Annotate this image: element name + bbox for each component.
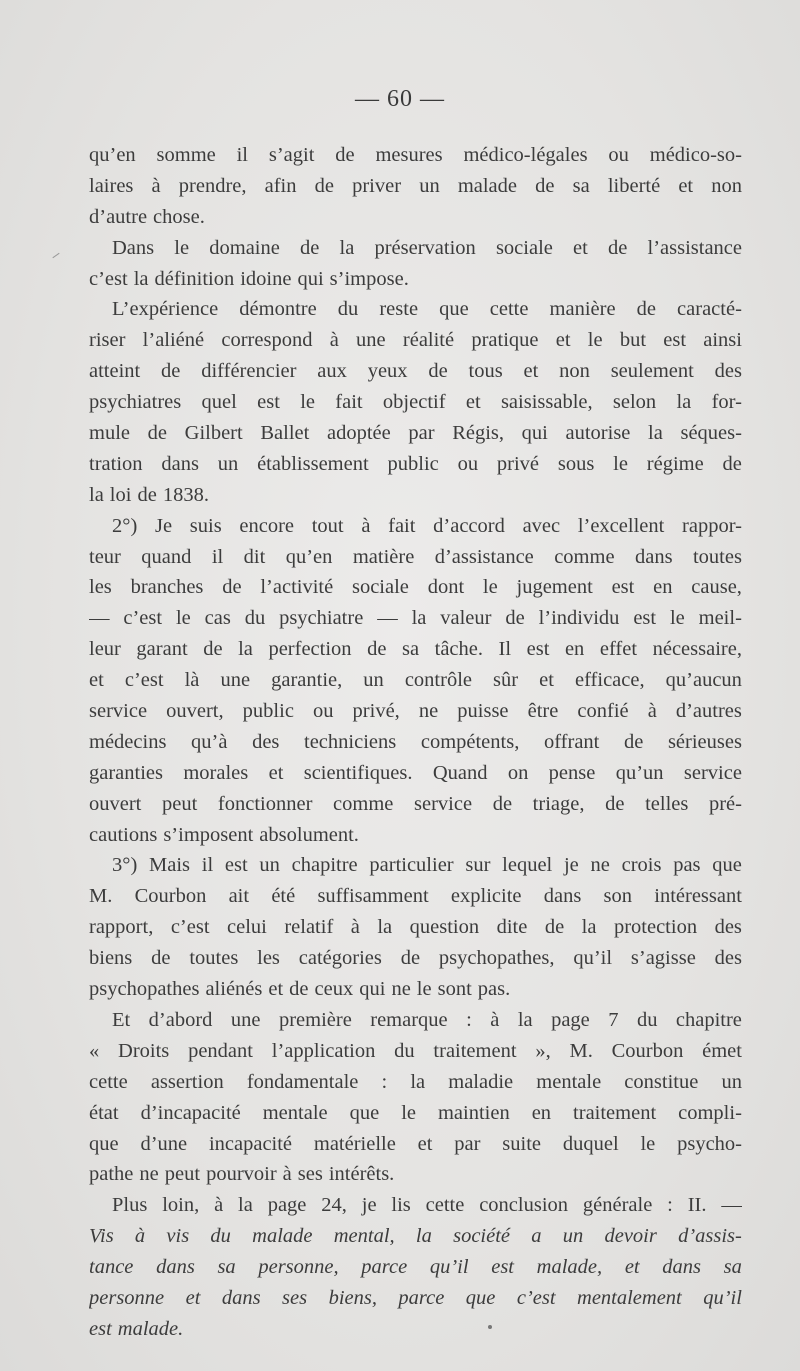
text-line: mule de Gilbert Ballet adoptée par Régis, qui autorise la séques-: [89, 422, 742, 445]
text-line: Vis à vis du malade mental, la société a un devoir d’assis-: [89, 1225, 742, 1248]
text-line: et c’est là une garantie, un contrôle sûr et efficace, qu’aucun: [89, 669, 742, 692]
text-line: Et d’abord une première remarque : à la page 7 du chapitre: [112, 1008, 742, 1031]
text-line: psychiatres quel est le fait objectif et saisissable, selon la for-: [89, 391, 742, 414]
text-line: pathe ne peut pourvoir à ses intérêts.: [89, 1163, 395, 1186]
text-line: personne et dans ses biens, parce que c’est mentalement qu’il: [89, 1286, 742, 1309]
text-line: tration dans un établissement public ou privé sous le régime de: [89, 452, 742, 475]
ink-dot: [488, 1325, 492, 1329]
text-line: Dans le domaine de la préservation sociale et de l’assistance: [112, 236, 742, 259]
text-line: psychopathes aliénés et de ceux qui ne le sont pas.: [89, 978, 511, 1001]
page-number: — 60 —: [355, 86, 445, 112]
text-line: médecins qu’à des techniciens compétents, offrant de sérieuses: [89, 730, 742, 753]
text-line: garanties morales et scientifiques. Quand on pense qu’un service: [89, 761, 742, 784]
text-line: teur quand il dit qu’en matière d’assistance comme dans toutes: [89, 545, 742, 568]
text-line: cette assertion fondamentale : la maladie mentale constitue un: [89, 1070, 742, 1093]
text-line: L’expérience démontre du reste que cette manière de caracté-: [112, 298, 742, 321]
text-line: ouvert peut fonctionner comme service de triage, de telles pré-: [89, 792, 742, 815]
text-line: tance dans sa personne, parce qu’il est malade, et dans sa: [89, 1256, 742, 1279]
margin-mark: [52, 253, 59, 258]
text-line: M. Courbon ait été suffisamment explicite dans son intéressant: [89, 885, 742, 908]
text-line: état d’incapacité mentale que le maintien en traitement compli-: [89, 1101, 742, 1124]
text-line: c’est la définition idoine qui s’impose.: [89, 267, 409, 290]
text-line: cautions s’imposent absolument.: [89, 823, 359, 846]
text-line: les branches de l’activité sociale dont le jugement est en cause,: [89, 576, 742, 599]
text-line: 3°) Mais il est un chapitre particulier sur lequel je ne crois pas que: [112, 854, 742, 877]
text-line: qu’en somme il s’agit de mesures médico-légales ou médico-so-: [89, 144, 742, 166]
text-line: laires à prendre, afin de priver un malade de sa liberté et non: [89, 174, 742, 197]
text-line: est malade.: [89, 1317, 184, 1340]
body-text: [89, 140, 742, 1345]
text-line: service ouvert, public ou privé, ne puisse être confié à d’autres: [89, 700, 742, 723]
text-line: « Droits pendant l’application du traitement », M. Courbon émet: [89, 1039, 742, 1062]
text-line: — c’est le cas du psychiatre — la valeur de l’individu est le meil-: [89, 607, 742, 630]
text-line: biens de toutes les catégories de psychopathes, qu’il s’agisse des: [89, 947, 742, 970]
text-line: riser l’aliéné correspond à une réalité pratique et le but est ainsi: [89, 329, 742, 352]
text-line: que d’une incapacité matérielle et par suite duquel le psycho-: [89, 1132, 742, 1155]
text-line: atteint de différencier aux yeux de tous et non seulement des: [89, 360, 742, 383]
text-line: rapport, c’est celui relatif à la question dite de la protection des: [89, 916, 742, 939]
text-line: la loi de 1838.: [89, 483, 209, 506]
text-line: 2°) Je suis encore tout à fait d’accord avec l’excellent rappor-: [112, 514, 742, 537]
text-line: d’autre chose.: [89, 205, 205, 228]
text-line: Plus loin, à la page 24, je lis cette conclusion générale : II. —: [112, 1194, 742, 1217]
text-line: leur garant de la perfection de sa tâche. Il est en effet nécessaire,: [89, 638, 742, 661]
